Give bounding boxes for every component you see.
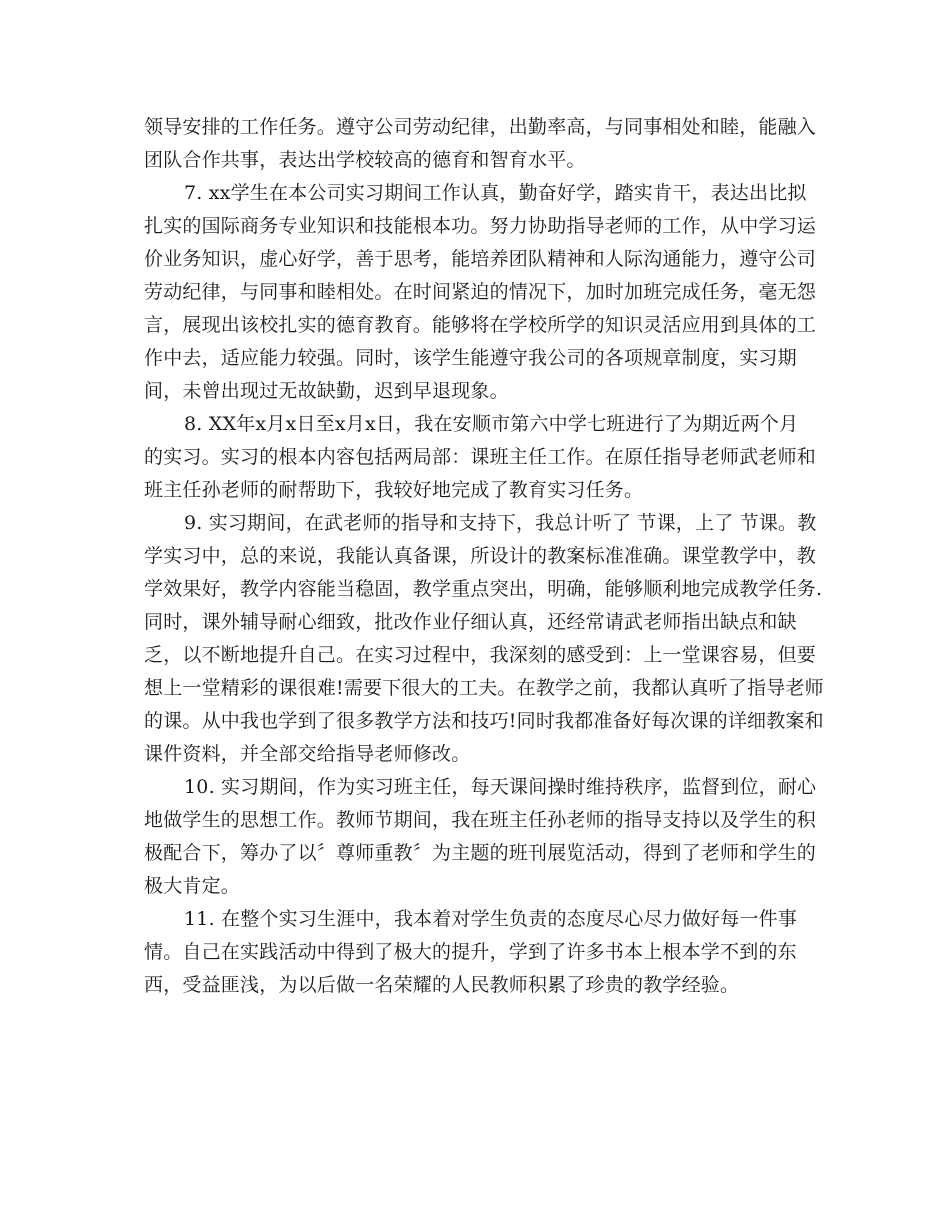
text-line: 极大肯定。 (144, 875, 241, 897)
text-line: 7. xx学生在本公司实习期间工作认真，勤奋好学，踏实肯干，表达出比拟 (184, 182, 807, 204)
text-line: 同时，课外辅导耐心细致，批改作业仔细认真，还经常请武老师指出缺点和缺 (144, 611, 797, 633)
text-line: 劳动纪律，与同事和睦相处。在时间紧迫的情况下，加时加班完成任务，毫无怨 (144, 281, 817, 303)
text-line: 价业务知识，虚心好学，善于思考，能培养团队精神和人际沟通能力，遵守公司 (144, 248, 817, 270)
paragraph-7 (144, 177, 816, 408)
text-line: 课件资料，并全部交给指导老师修改。 (144, 743, 471, 765)
text-line: 的课。从中我也学到了很多教学方法和技巧!同时我都准备好每次课的详细教案和 (144, 710, 824, 732)
text-line: 言，展现出该校扎实的德育教育。能够将在学校所学的知识灵活应用到具体的工 (144, 314, 817, 336)
text-line: 乏，以不断地提升自己。在实习过程中，我深刻的感受到：上一堂课容易，但要 (144, 644, 817, 666)
text-line: 扎实的国际商务专业知识和技能根本功。努力协助指导老师的工作，从中学习运 (144, 215, 817, 237)
text-line: 西，受益匪浅，为以后做一名荣耀的人民教师积累了珍贵的教学经验。 (144, 974, 740, 996)
text-line: 的实习。实习的根本内容包括两局部：课班主任工作。在原任指导老师武老师和 (144, 446, 817, 468)
paragraph-8 (144, 408, 816, 507)
paragraph-10 (144, 771, 816, 903)
paragraph-continued (144, 111, 816, 177)
text-line: 9. 实习期间，在武老师的指导和支持下，我总计听了 节课，上了 节课。教 (184, 512, 817, 534)
text-line: 学效果好，教学内容能当稳固，教学重点突出，明确，能够顺利地完成教学任务. (144, 578, 823, 600)
text-line: 极配合下，筹办了以〞尊师重教〞为主题的班刊展览活动，得到了老师和学生的 (144, 842, 817, 864)
text-line: 想上一堂精彩的课很难!需要下很大的工夫。在教学之前，我都认真听了指导老师 (144, 677, 824, 699)
text-line: 11. 在整个实习生涯中，我本着对学生负责的态度尽心尽力做好每一件事 (184, 908, 798, 930)
text-line: 地做学生的思想工作。教师节期间，我在班主任孙老师的指导支持以及学生的积 (144, 809, 817, 831)
text-line: 间，未曾出现过无故缺勤，迟到早退现象。 (144, 380, 509, 402)
text-line: 作中去，适应能力较强。同时，该学生能遵守我公司的各项规章制度，实习期 (144, 347, 797, 369)
paragraph-11 (144, 903, 816, 1002)
text-line: 情。自己在实践活动中得到了极大的提升，学到了许多书本上根本学不到的东 (144, 941, 797, 963)
text-line: 学实习中，总的来说，我能认真备课，所设计的教案标准准确。课堂教学中，教 (144, 545, 817, 567)
paragraph-9 (144, 507, 824, 771)
text-line: 10. 实习期间，作为实习班主任，每天课间操时维持秩序，监督到位，耐心 (184, 776, 817, 798)
text-line: 8. XX年x月x日至x月x日，我在安顺市第六中学七班进行了为期近两个月 (184, 413, 799, 435)
text-line: 团队合作共事，表达出学校较高的德育和智育水平。 (144, 149, 586, 171)
document-body (144, 111, 824, 1002)
text-line: 班主任孙老师的耐帮助下，我较好地完成了教育实习任务。 (144, 479, 644, 501)
text-line: 领导安排的工作任务。遵守公司劳动纪律，出勤率高，与同事相处和睦，能融入 (144, 116, 817, 138)
